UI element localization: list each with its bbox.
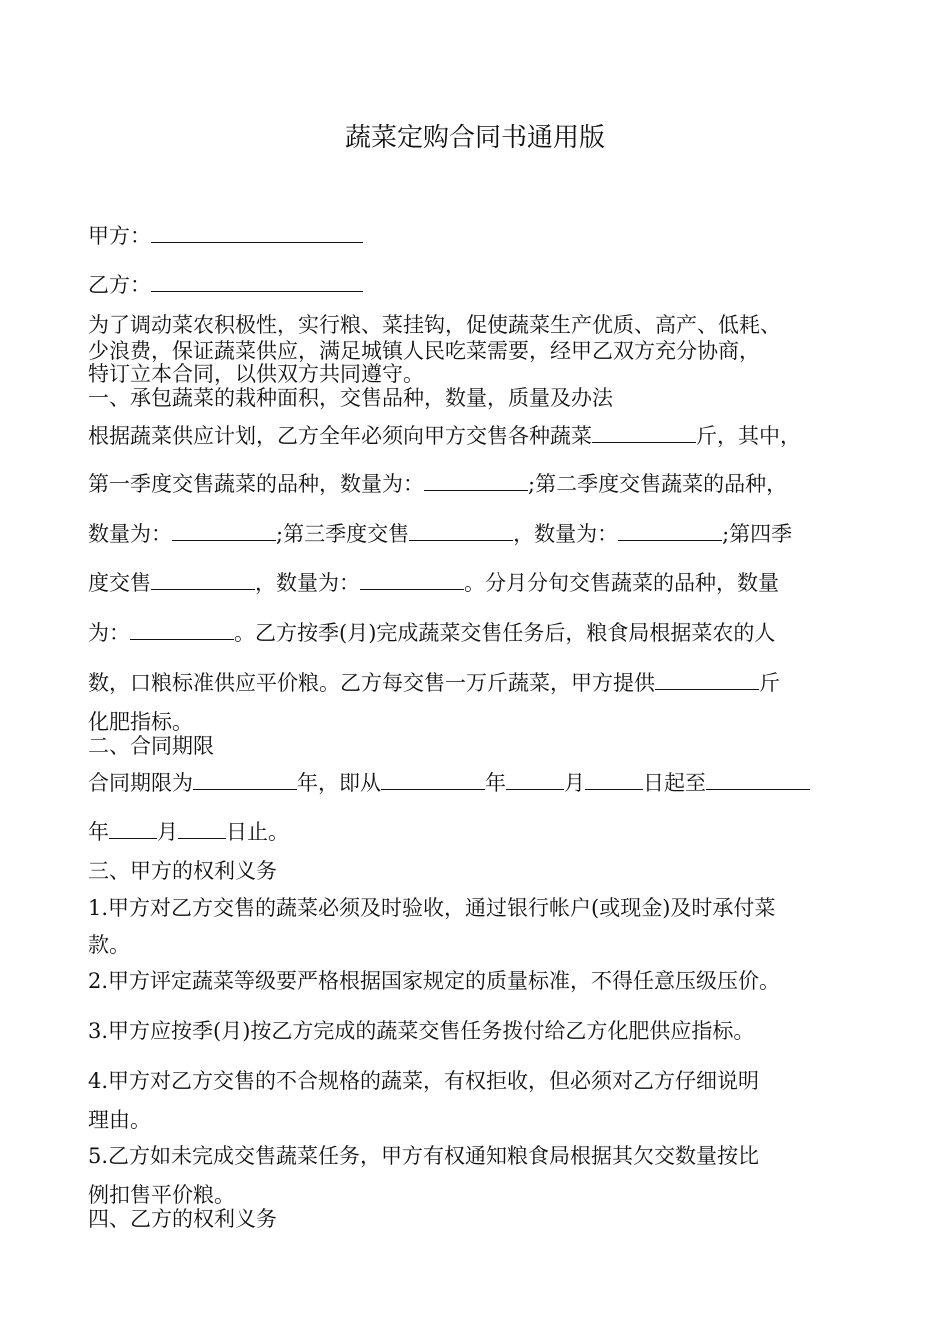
- intro-line-2: 少浪费，保证蔬菜供应，满足城镇人民吃菜需要，经甲乙双方充分协商，: [88, 339, 760, 363]
- end-month-blank: [109, 817, 157, 839]
- term-years-blank: [193, 768, 297, 790]
- document-title: 蔬菜定购合同书通用版: [344, 123, 605, 153]
- section-1-heading: 一、承包蔬菜的栽种面积，交售品种，数量，质量及办法: [88, 386, 613, 410]
- section-1-line-2: [88, 469, 888, 499]
- section-2-heading: 二、合同期限: [88, 734, 214, 758]
- intro-line-1: 为了调动菜农积极性，实行粮、菜挂钩，促使蔬菜生产优质、高产、低耗、: [88, 313, 781, 337]
- end-day-blank: [178, 817, 226, 839]
- text-segment: 日起至: [643, 771, 706, 795]
- text-segment: 斤: [759, 671, 780, 695]
- text-segment: ，数量为：: [255, 571, 360, 595]
- text-segment: 。乙方按季(月)完成蔬菜交售任务后，粮食局根据菜农的人: [234, 621, 776, 645]
- section-3-item-1-line-1: 1.甲方对乙方交售的蔬菜必须及时验收，通过银行帐户(或现金)及时承付菜: [88, 896, 776, 920]
- party-a-line: [88, 221, 888, 251]
- party-b-line: [88, 270, 888, 300]
- section-3-item-1-line-2: 款。: [88, 933, 130, 957]
- text-segment: 。分月分旬交售蔬菜的品种，数量: [464, 571, 779, 595]
- section-1-line-1: [88, 421, 888, 451]
- text-segment: 月: [157, 820, 178, 844]
- start-day-blank: [585, 768, 643, 790]
- text-segment: 数，口粮标准供应平价粮。乙方每交售一万斤蔬菜，甲方提供: [88, 671, 655, 695]
- q4-quantity-blank: [360, 568, 464, 590]
- section-2-line-2: [88, 817, 888, 847]
- section-3-heading: 三、甲方的权利义务: [88, 859, 277, 883]
- q3-quantity-blank: [618, 519, 722, 541]
- text-segment: 日止。: [226, 820, 289, 844]
- section-1-line-3: [88, 519, 888, 549]
- text-segment: 月: [564, 771, 585, 795]
- q4-variety-blank: [151, 568, 255, 590]
- text-segment: 年: [485, 771, 506, 795]
- text-segment: ;第三季度交售: [276, 522, 410, 546]
- q3-variety-blank: [409, 519, 513, 541]
- text-segment: 斤，其中，: [696, 424, 801, 448]
- start-month-blank: [506, 768, 564, 790]
- text-segment: ;第四季: [722, 522, 793, 546]
- section-3-item-4-line-2: 理由。: [88, 1108, 151, 1132]
- party-b-blank: [151, 270, 363, 292]
- text-segment: 为：: [88, 621, 130, 645]
- q1-blank: [424, 469, 528, 491]
- section-3-item-3: 3.甲方应按季(月)按乙方完成的蔬菜交售任务拨付给乙方化肥供应指标。: [88, 1019, 755, 1043]
- total-quantity-blank: [592, 421, 696, 443]
- text-segment: ，数量为：: [513, 522, 619, 546]
- text-segment: 根据蔬菜供应计划，乙方全年必须向甲方交售各种蔬菜: [88, 424, 592, 448]
- q2-quantity-blank: [172, 519, 276, 541]
- section-1-line-4: [88, 568, 888, 598]
- section-3-item-5-line-2: 例扣售平价粮。: [88, 1183, 235, 1207]
- start-year-blank: [381, 768, 485, 790]
- fertilizer-blank: [655, 668, 759, 690]
- end-year-blank: [706, 768, 810, 790]
- text-segment: 年: [88, 820, 109, 844]
- party-a-blank: [151, 221, 363, 243]
- section-3-item-2: 2.甲方评定蔬菜等级要严格根据国家规定的质量标准，不得任意压级压价。: [88, 969, 781, 993]
- text-segment: 度交售: [88, 571, 151, 595]
- text-segment: 数量为：: [88, 522, 172, 546]
- section-2-line-1: [88, 768, 888, 798]
- section-4-heading: 四、乙方的权利义务: [88, 1207, 277, 1231]
- monthly-blank: [130, 618, 234, 640]
- section-1-line-7: 化肥指标。: [88, 710, 193, 734]
- text-segment: 第一季度交售蔬菜的品种，数量为：: [88, 472, 424, 496]
- party-a-label: 甲方：: [88, 224, 151, 248]
- text-segment: ;第二季度交售蔬菜的品种，: [528, 472, 788, 496]
- section-1-line-5: [88, 618, 888, 648]
- section-3-item-5-line-1: 5.乙方如未完成交售蔬菜任务，甲方有权通知粮食局根据其欠交数量按比: [88, 1144, 760, 1168]
- section-1-line-6: [88, 668, 888, 698]
- party-b-label: 乙方：: [88, 273, 151, 297]
- section-3-item-4-line-1: 4.甲方对乙方交售的不合规格的蔬菜，有权拒收，但必须对乙方仔细说明: [88, 1069, 760, 1093]
- text-segment: 合同期限为: [88, 771, 193, 795]
- intro-line-3: 特订立本合同，以供双方共同遵守。: [88, 362, 424, 386]
- text-segment: 年，即从: [297, 771, 381, 795]
